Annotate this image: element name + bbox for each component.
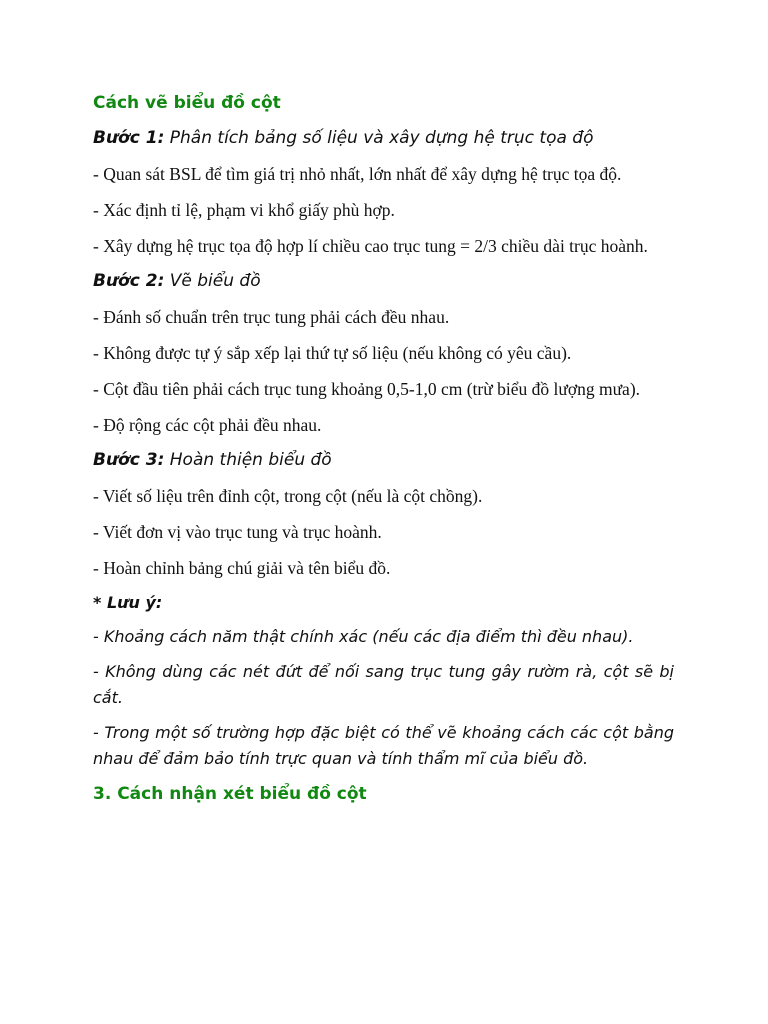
- step-1-heading: [93, 125, 674, 151]
- step-1-label: Bước 1:: [93, 128, 165, 148]
- note-item-1: - Khoảng cách năm thật chính xác (nếu các địa điểm thì đều nhau).: [93, 627, 634, 646]
- note-title: * Lưu ý:: [93, 593, 163, 612]
- step-2-title: Vẽ biểu đồ: [164, 271, 261, 291]
- step-3-item-2: - Viết đơn vị vào trục tung và trục hoành.: [93, 522, 382, 542]
- section-heading: Cách vẽ biểu đồ cột: [93, 93, 281, 113]
- step-2-label: Bước 2:: [93, 271, 165, 291]
- step-1-item-1: - Quan sát BSL để tìm giá trị nhỏ nhất, lớn nhất để xây dựng hệ trục tọa độ.: [93, 164, 622, 184]
- step-2-heading: [93, 268, 674, 294]
- next-section-heading: 3. Cách nhận xét biểu đồ cột: [93, 783, 367, 804]
- step-3-item-3: - Hoàn chỉnh bảng chú giải và tên biểu đồ.: [93, 558, 391, 578]
- step-1-title: Phân tích bảng số liệu và xây dựng hệ trục tọa độ: [164, 128, 594, 148]
- step-3-heading: [93, 447, 674, 473]
- document-page: [93, 90, 674, 807]
- step-1-item-3: - Xây dựng hệ trục tọa độ hợp lí chiều cao trục tung = 2/3 chiều dài trục hoành.: [93, 236, 648, 256]
- step-2-item-1: - Đánh số chuẩn trên trục tung phải cách đều nhau.: [93, 307, 450, 327]
- step-2-item-2: - Không được tự ý sắp xếp lại thứ tự số liệu (nếu không có yêu cầu).: [93, 343, 572, 363]
- note-item-3: - Trong một số trường hợp đặc biệt có thể vẽ khoảng cách các cột bằng nhau để đảm bảo tính trực quan và tính thẩm mĩ của biểu đồ.: [93, 722, 674, 768]
- note-item-2: - Không dùng các nét đứt để nối sang trục tung gây rườm rà, cột sẽ bị cắt.: [93, 661, 674, 707]
- step-2-item-3: - Cột đầu tiên phải cách trục tung khoảng 0,5-1,0 cm (trừ biểu đồ lượng mưa).: [93, 379, 641, 399]
- step-3-item-1: - Viết số liệu trên đỉnh cột, trong cột (nếu là cột chồng).: [93, 486, 483, 506]
- step-2-item-4: - Độ rộng các cột phải đều nhau.: [93, 415, 322, 435]
- step-3-title: Hoàn thiện biểu đồ: [164, 450, 332, 470]
- step-3-label: Bước 3:: [93, 450, 165, 470]
- step-1-item-2: - Xác định tỉ lệ, phạm vi khổ giấy phù hợp.: [93, 200, 395, 220]
